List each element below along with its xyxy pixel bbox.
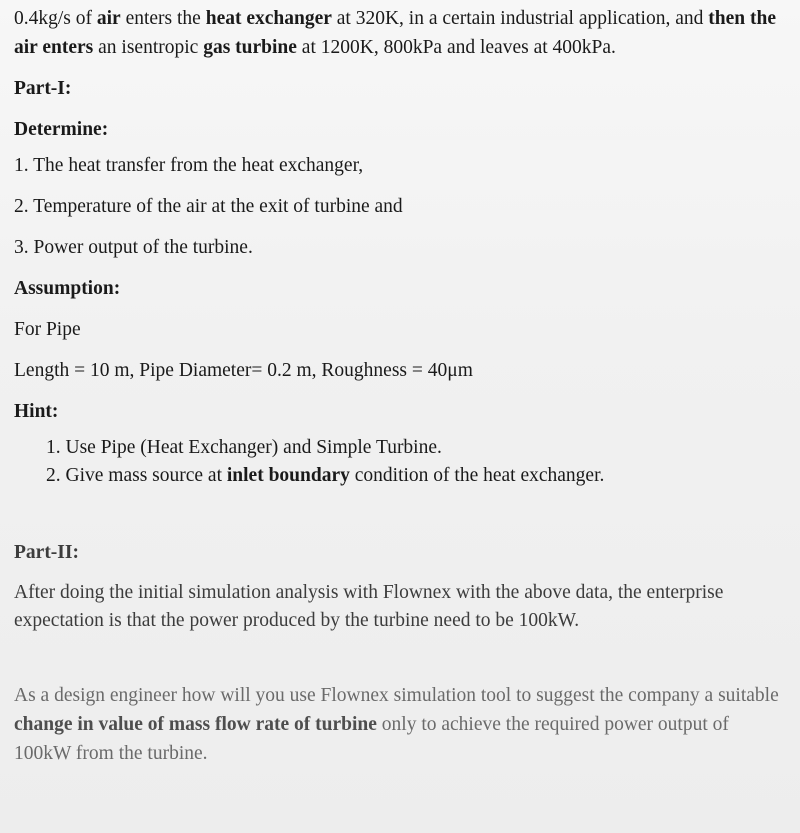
hint-item-1: 1. Use Pipe (Heat Exchanger) and Simple Turbine. xyxy=(46,437,442,458)
for-pipe-label: For Pipe xyxy=(14,319,81,340)
part1-heading: Part-I: xyxy=(14,78,72,99)
intro-text-5: at 1200K, 800kPa and leaves at 400kPa. xyxy=(296,37,616,58)
intro-text-2: enters the xyxy=(120,8,206,29)
intro-text-3: at 320K, in a certain industrial application, and xyxy=(331,8,709,29)
hint-item-2 xyxy=(14,462,786,490)
intro-bold-air: air xyxy=(96,8,121,29)
intro-text-1: 0.4kg/s of xyxy=(14,8,97,29)
para2-text-a: As a design engineer how will you use Flownex simulation tool to suggest the company a suitable xyxy=(14,685,779,706)
hint2-bold-inlet-boundary: inlet boundary xyxy=(226,465,350,486)
intro-bold-gas-turbine: gas turbine xyxy=(203,37,297,58)
determine-item-1: 1. The heat transfer from the heat exchanger, xyxy=(14,155,364,176)
intro-bold-then-air: then the air enters xyxy=(14,8,776,58)
pipe-spec: Length = 10 m, Pipe Diameter= 0.2 m, Roughness = 40μm xyxy=(14,360,473,381)
intro-paragraph xyxy=(14,4,786,62)
para2-text-c: only to achieve the required power output of 100kW from the turbine. xyxy=(14,714,729,764)
assumption-heading: Assumption: xyxy=(14,278,121,299)
part2-paragraph-2 xyxy=(14,681,786,768)
para2-bold-change: change in value of mass flow rate of turbine xyxy=(14,714,377,735)
part2-paragraph-1: After doing the initial simulation analysis with Flownex with the above data, the enterprise expectation is that the power produced by the turbine need to be 100kW. xyxy=(14,582,724,631)
part2-heading: Part-II: xyxy=(14,542,79,563)
intro-text-4: an isentropic xyxy=(93,37,204,58)
intro-bold-heat-exchanger: heat exchanger xyxy=(205,8,332,29)
hint-heading: Hint: xyxy=(14,401,59,422)
hint2-text-a: 2. Give mass source at xyxy=(46,465,227,486)
determine-item-3: 3. Power output of the turbine. xyxy=(14,237,253,258)
hint2-text-c: condition of the heat exchanger. xyxy=(349,465,605,486)
determine-item-2: 2. Temperature of the air at the exit of turbine and xyxy=(14,196,403,217)
determine-heading: Determine: xyxy=(14,119,109,140)
